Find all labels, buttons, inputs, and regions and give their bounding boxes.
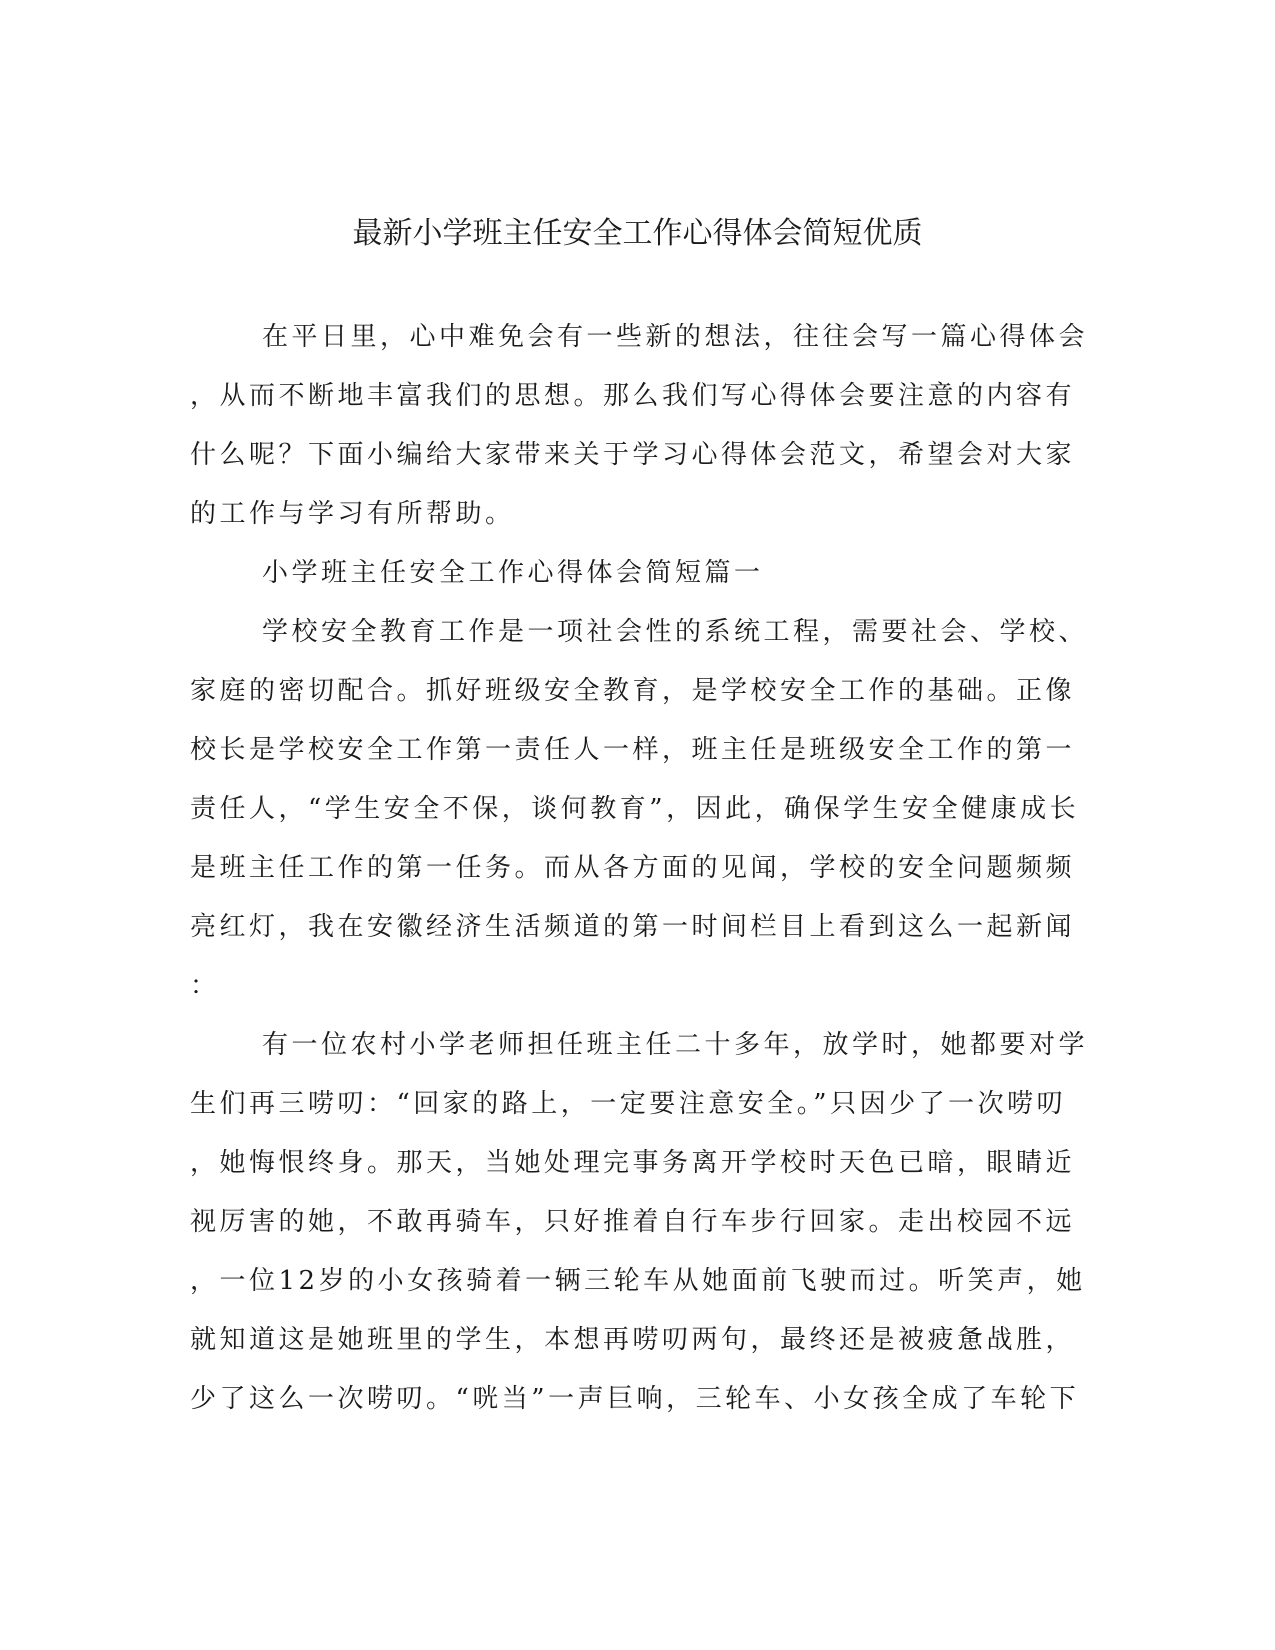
paragraph-line: ，从而不断地丰富我们的思想。那么我们写心得体会要注意的内容有 [190, 381, 1076, 411]
paragraph-line: 生们再三唠叨：“回家的路上，一定要注意安全。”只因少了一次唠叨 [190, 1089, 1067, 1119]
paragraph-line: 校长是学校安全工作第一责任人一样，班主任是班级安全工作的第一 [190, 735, 1076, 765]
paragraph-line: 有一位农村小学老师担任班主任二十多年，放学时，她都要对学 [262, 1030, 1089, 1060]
document-title: 最新小学班主任安全工作心得体会简短优质 [352, 216, 923, 251]
paragraph-line: 少了这么一次唠叨。“咣当”一声巨响，三轮车、小女孩全成了车轮下 [190, 1384, 1080, 1414]
paragraph-line: 责任人，“学生安全不保，谈何教育”，因此，确保学生安全健康成长 [190, 794, 1080, 824]
paragraph-line: 亮红灯，我在安徽经济生活频道的第一时间栏目上看到这么一起新闻 [190, 912, 1076, 942]
paragraph-line: ，她悔恨终身。那天，当她处理完事务离开学校时天色已暗，眼睛近 [190, 1148, 1076, 1178]
paragraph-line: 的工作与学习有所帮助。 [190, 499, 515, 529]
paragraph-line: ： [190, 971, 220, 1001]
paragraph-line: 是班主任工作的第一任务。而从各方面的见闻，学校的安全问题频频 [190, 853, 1076, 883]
paragraph-line: 就知道这是她班里的学生，本想再唠叨两句，最终还是被疲惫战胜， [190, 1325, 1076, 1355]
paragraph-line: 视厉害的她，不敢再骑车，只好推着自行车步行回家。走出校园不远 [190, 1207, 1076, 1237]
paragraph-line: 什么呢？下面小编给大家带来关于学习心得体会范文，希望会对大家 [190, 440, 1076, 470]
paragraph-line: 学校安全教育工作是一项社会性的系统工程，需要社会、学校、 [262, 617, 1089, 647]
paragraph-line: 在平日里，心中难免会有一些新的想法，往往会写一篇心得体会 [262, 322, 1089, 352]
paragraph-line: ，一位12岁的小女孩骑着一辆三轮车从她面前飞驶而过。听笑声，她 [190, 1266, 1086, 1296]
paragraph-line: 家庭的密切配合。抓好班级安全教育，是学校安全工作的基础。正像 [190, 676, 1076, 706]
section-heading: 小学班主任安全工作心得体会简短篇一 [262, 558, 764, 588]
